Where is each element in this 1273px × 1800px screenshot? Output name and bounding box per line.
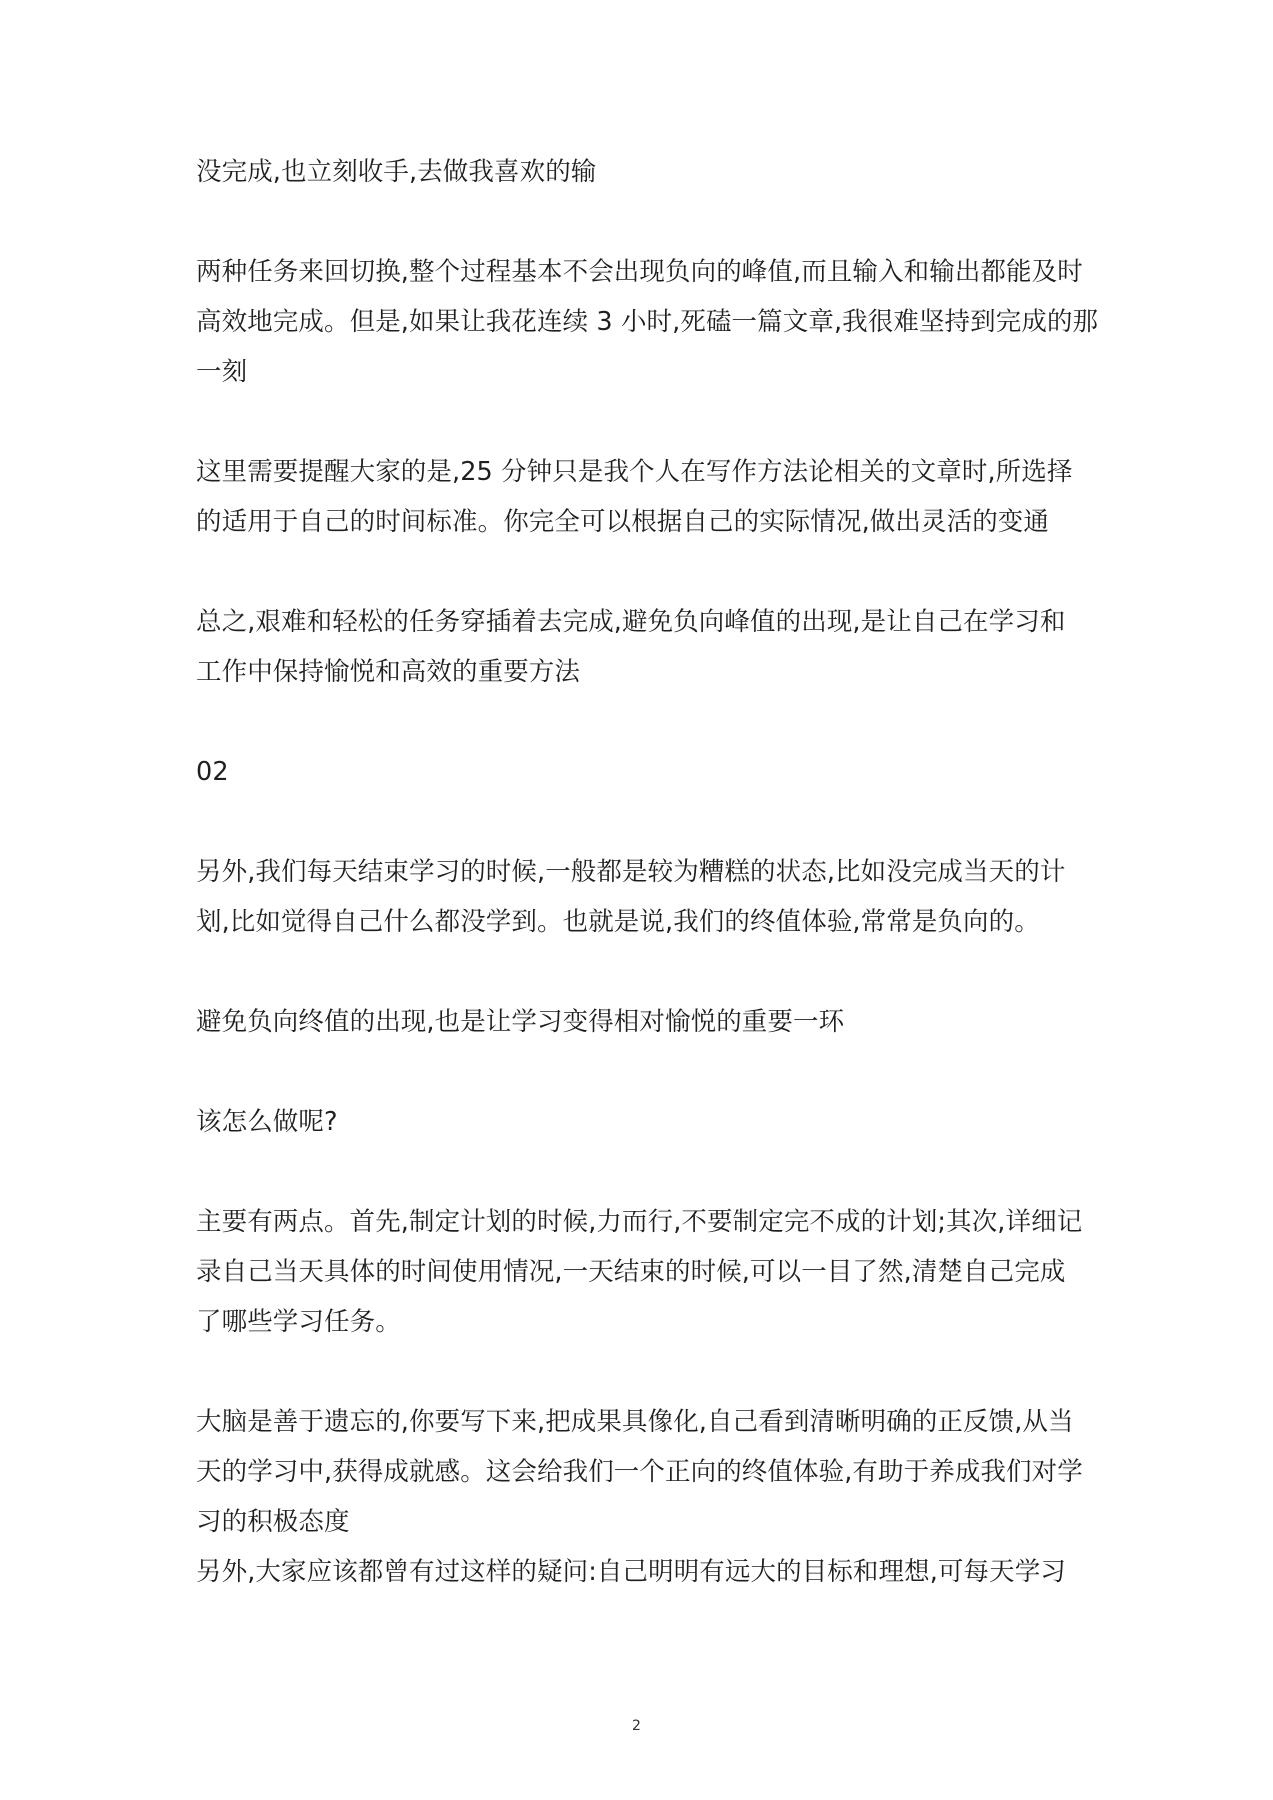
text-line: 两种任务来回切换,整个过程基本不会出现负向的峰值,而且输入和输出都能及时	[196, 257, 1083, 287]
text-line: 避免负向终值的出现,也是让学习变得相对愉悦的重要一环	[196, 1007, 845, 1037]
text-line: 主要有两点。首先,制定计划的时候,力而行,不要制定完不成的计划;其次,详细记	[196, 1207, 1083, 1237]
text-line: 一刻	[196, 357, 248, 387]
text-line: 划,比如觉得自己什么都没学到。也就是说,我们的终值体验,常常是负向的。	[196, 907, 1040, 937]
text-line: 天的学习中,获得成就感。这会给我们一个正向的终值体验,有助于养成我们对学	[196, 1457, 1083, 1487]
text-line: 大脑是善于遗忘的,你要写下来,把成果具像化,自己看到清晰明确的正反馈,从当	[196, 1407, 1074, 1437]
text-line: 另外,我们每天结束学习的时候,一般都是较为糟糕的状态,比如没完成当天的计	[196, 857, 1066, 887]
section-number: 02	[196, 757, 229, 787]
text-line: 没完成,也立刻收手,去做我喜欢的输	[196, 157, 597, 187]
text-line: 总之,艰难和轻松的任务穿插着去完成,避免负向峰值的出现,是让自己在学习和	[196, 607, 1066, 637]
text-line: 高效地完成。但是,如果让我花连续 3 小时,死磕一篇文章,我很难坚持到完成的那	[196, 307, 1099, 337]
page-number: 2	[632, 1718, 641, 1734]
text-line: 了哪些学习任务。	[196, 1307, 401, 1337]
text-line: 这里需要提醒大家的是,25 分钟只是我个人在写作方法论相关的文章时,所选择	[196, 457, 1073, 487]
text-line: 录自己当天具体的时间使用情况,一天结束的时候,可以一目了然,清楚自己完成	[196, 1257, 1066, 1287]
text-line: 习的积极态度	[196, 1507, 350, 1537]
text-line: 另外,大家应该都曾有过这样的疑问:自己明明有远大的目标和理想,可每天学习	[196, 1557, 1066, 1587]
text-line: 该怎么做呢?	[196, 1107, 338, 1137]
text-line: 工作中保持愉悦和高效的重要方法	[196, 657, 581, 687]
text-line: 的适用于自己的时间标准。你完全可以根据自己的实际情况,做出灵活的变通	[196, 507, 1050, 537]
